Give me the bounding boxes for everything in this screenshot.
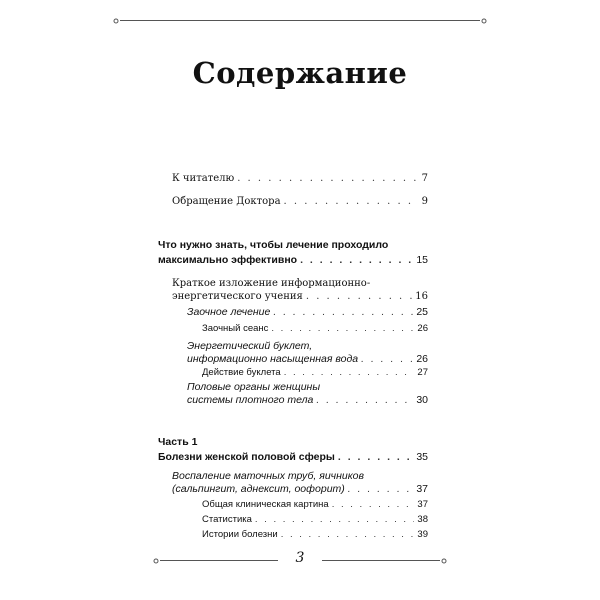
bottom-ornament-rule-left xyxy=(160,560,278,561)
toc-entry-text: К читателю xyxy=(172,173,235,184)
toc-entry-intro[interactable] xyxy=(158,254,428,267)
toc-page-number: 37 xyxy=(417,499,428,510)
ornament-left-icon xyxy=(112,17,120,25)
toc-leader-dots xyxy=(361,353,413,366)
toc-leader-dots xyxy=(332,498,415,511)
toc-entry-doctor[interactable] xyxy=(172,195,428,208)
toc-entry-stats[interactable] xyxy=(202,513,428,526)
toc-leader-dots xyxy=(306,290,412,303)
toc-entry-text: системы плотного тела xyxy=(187,394,314,406)
toc-entry-text: Заочное лечение xyxy=(187,306,271,318)
toc-entry-inflammation-line1[interactable]: Воспаление маточных труб, яичников xyxy=(172,470,364,482)
toc-part-label: Часть 1 xyxy=(158,436,198,448)
toc-leader-dots xyxy=(300,254,413,267)
ornament-left-icon xyxy=(152,557,160,565)
toc-entry-inflammation[interactable] xyxy=(172,483,428,496)
toc-page-number: 16 xyxy=(415,291,428,302)
toc-entry-text: Болезни женской половой сферы xyxy=(158,451,335,463)
toc-page-number: 35 xyxy=(416,451,428,463)
toc-entry-summary-line1[interactable]: Краткое изложение информационно- xyxy=(172,278,371,289)
toc-page-number: 26 xyxy=(417,323,428,334)
toc-entry-intro-line1[interactable]: Что нужно знать, чтобы лечение проходило xyxy=(158,239,389,251)
toc-leader-dots xyxy=(281,528,415,541)
ornament-right-icon xyxy=(440,557,448,565)
toc-leader-dots xyxy=(284,195,419,208)
toc-entry-text: Обращение Доктора xyxy=(172,196,281,207)
toc-entry-text: Истории болезни xyxy=(202,529,278,540)
toc-leader-dots xyxy=(316,394,413,407)
top-ornament-rule xyxy=(120,20,480,21)
toc-leader-dots xyxy=(284,366,415,379)
toc-entry-text: Действие буклета xyxy=(202,367,281,378)
toc-entry-reader[interactable] xyxy=(172,172,428,185)
toc-entry-booklet[interactable] xyxy=(187,353,428,366)
toc-entry-organs-line1[interactable]: Половые органы женщины xyxy=(187,381,321,393)
toc-entry-text: энергетического учения xyxy=(172,291,303,302)
toc-entry-text: (сальпингит, аднексит, оофорит) xyxy=(172,483,345,495)
toc-entry-clinical[interactable] xyxy=(202,498,428,511)
toc-entry-summary[interactable] xyxy=(172,290,428,303)
toc-entry-booklet-line1[interactable]: Энергетический буклет, xyxy=(187,340,313,352)
toc-entry-text: Статистика xyxy=(202,514,252,525)
toc-leader-dots xyxy=(271,322,414,335)
toc-page-number: 27 xyxy=(417,367,428,378)
toc-entry-text: информационно насыщенная вода xyxy=(187,353,359,365)
toc-page-number: 38 xyxy=(417,514,428,525)
toc-leader-dots xyxy=(255,513,415,526)
toc-entry-histories[interactable] xyxy=(202,528,428,541)
toc-entry-part1[interactable] xyxy=(158,451,428,464)
toc-entry-organs[interactable] xyxy=(187,394,428,407)
toc-page-number: 15 xyxy=(416,254,428,266)
toc-leader-dots xyxy=(348,483,414,496)
toc-page-number: 25 xyxy=(416,306,428,318)
page-number: 3 xyxy=(295,550,305,566)
toc-entry-text: Заочный сеанс xyxy=(202,323,269,334)
toc-entry-remote[interactable] xyxy=(187,306,428,319)
toc-entry-text: Общая клиническая картина xyxy=(202,499,329,510)
bottom-ornament-rule-right xyxy=(322,560,440,561)
toc-entry-text: максимально эффективно xyxy=(158,254,298,266)
toc-leader-dots xyxy=(338,451,413,464)
toc-leader-dots xyxy=(237,172,418,185)
toc-page-number: 7 xyxy=(421,173,428,184)
toc-entry-booklet-action[interactable] xyxy=(202,366,428,379)
toc-page-number: 30 xyxy=(416,394,428,406)
toc-page-number: 37 xyxy=(416,483,428,495)
toc-leader-dots xyxy=(273,306,413,319)
toc-page-number: 9 xyxy=(421,196,428,207)
toc-page-number: 26 xyxy=(416,353,428,365)
ornament-right-icon xyxy=(480,17,488,25)
page-title: Содержание xyxy=(192,56,408,90)
toc-entry-session[interactable] xyxy=(202,322,428,335)
toc-page-number: 39 xyxy=(417,529,428,540)
